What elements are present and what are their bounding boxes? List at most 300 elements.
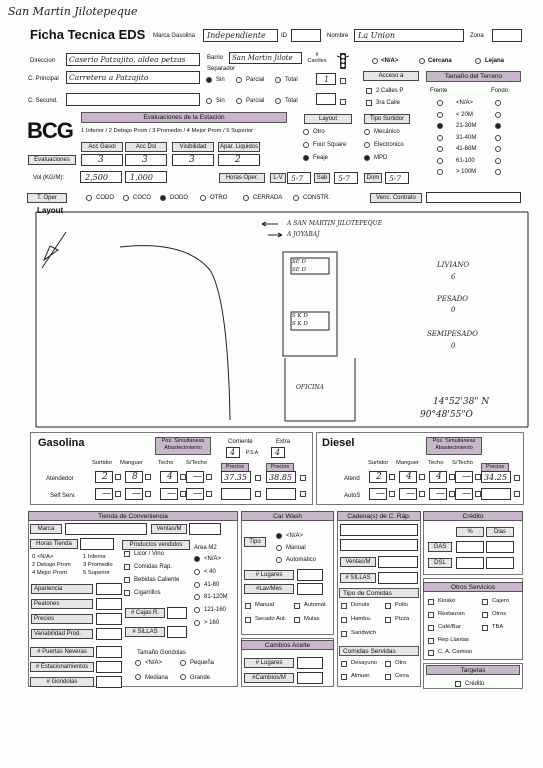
gasolina-title: Gasolina [38,437,85,449]
tienda-scale-1: 1 Inferior [83,554,106,560]
cambios-mes-button[interactable]: #Cambios/M [244,673,294,683]
cambios-lugares-field[interactable] [297,657,323,669]
atendedor-label: Atendedor [46,476,74,482]
servida-almuer-check[interactable] [341,674,347,680]
terreno-size-label-n-a: <N/A> [456,100,474,106]
separador-sin-label-2: Sin [216,98,225,104]
diesel-autos-label: AutoS [344,493,361,499]
puertas-neveras-field[interactable] [96,646,122,658]
targetas-credito-label: Crédito [465,681,485,687]
terreno-size-label-61-100: 61-100 [456,157,475,164]
diesel-pos-sim: Pos. Simultaneas Abastecimiento [426,437,482,455]
diesel-autos_values-value-3: — [462,489,471,499]
carwash-n-a-radio[interactable] [276,533,282,539]
area-160-radio[interactable] [194,620,200,626]
self-serv-label: Self Serv. [50,493,76,499]
vol-diesel-value: 1,000 [130,173,153,182]
otros-caf-bar-check[interactable] [428,625,434,631]
diesel-atend_values-check-0[interactable] [389,474,395,480]
credito-dsl-dias-field[interactable] [486,557,514,569]
area-m2-label: Area M2 [194,545,217,551]
layout-four-square-label: Four Square [313,142,347,148]
producto-bebidas-caliente-check[interactable] [124,577,130,583]
acceso-a-button[interactable]: Acceso a [363,71,419,81]
horas-tienda-button[interactable]: Horas Tienda [30,539,78,549]
diesel-col-surtidor: Surtidor [368,460,389,466]
carwash-check-mulas-label: Mulas [304,616,320,622]
diesel-precio-field[interactable] [481,471,511,483]
vol-label: Vol (KG/M): [33,175,65,181]
corriente-precio-check[interactable] [255,475,261,481]
layout-otro-label: Otro [313,129,325,135]
eval-value-apar-liquidos: 2 [235,155,241,165]
otros-rep-llantas-check[interactable] [428,638,434,644]
diesel-precio-check[interactable] [514,475,520,481]
toper-constr-label: CONSTR. [303,195,330,201]
gasolina-pos-sim: Pos. Simultaneas Abastecimiento [155,437,211,455]
tienda-marca-button[interactable]: Marca [30,524,62,534]
terreno-fondo-label: Fondo [491,88,509,94]
diesel-autos_values-field-0[interactable] [369,488,387,500]
arrow-joyabaj-label: A JOYABAJ [287,231,320,238]
tienda-scale-5: 5 Superior [83,570,110,576]
sab-label: Sab [314,173,330,183]
credito-dsl-pct-field[interactable] [456,557,484,569]
gasolina-self_values-check-0[interactable] [115,491,121,497]
carwash-autom-t-check[interactable] [294,603,300,609]
diesel-atend_values-value-0: 2 [376,472,382,482]
carwash-lavmes-field[interactable] [297,583,323,595]
surtidor-electronico-label: Electronico [374,142,404,148]
dom-label: Dom [364,173,382,183]
producto-licor-vino-check[interactable] [124,551,130,557]
corriente-precio-value: 37.35 [224,473,247,482]
area-121-160-label: 121-160 [204,607,227,614]
gasolina-self_values-value-3: — [193,489,202,499]
tienda-scale-3: 3 Promedio [83,562,113,568]
tienda-sillas-button[interactable]: # SILLAS [125,627,165,637]
comida-donuts-label: Donuts [351,602,370,608]
diesel-autos_values-check-1[interactable] [419,491,425,497]
evaluaciones-scale: 1 Inferior / 2 Debajo Prom / 3 Promedio / 4 Mejor Prom / 5 Superior [81,128,254,134]
productos-vendidos-button[interactable]: Productos vendidos [122,540,190,550]
cambios-mes-field[interactable] [297,672,323,684]
cadena-name-field-2[interactable] [340,539,418,551]
credito-title: Crédito [423,511,523,521]
gasolina-self_values-field-0[interactable] [95,488,113,500]
oficina-label: OFICINA [296,384,324,391]
tamano-gondolas-label: Tamaño Gondolas [137,650,186,656]
producto-cigarrillos-label: Cigarrillos [134,590,161,596]
gasolina-atendedor_values-value-2: 4 [167,472,173,482]
barrio-label: Barrio [207,55,224,61]
carwash-automatico-label: Automatico [286,557,317,563]
coord-n: 14°52'38" N [433,397,490,407]
carwash-check-secado-aut-label: Secado Aut. [255,616,287,622]
gasolina-col-techo: Techo [158,460,174,466]
tienda-scale-0: 0 <N/A> [32,554,54,560]
nombre-value: La Union [358,31,396,40]
credito-dias-label: Dias [486,527,514,537]
servida-almuer-label: Almuer. [351,673,371,679]
gasolina-precios-label-1: Precios [221,463,249,472]
cadena-title: Cadena(s) de C. Ráp. [337,511,421,521]
cajas-button[interactable]: # Cajas R. [125,608,165,618]
pump-island-1-label: SE D [292,259,306,265]
comidas-servidas-title: Comidas Servidas [339,646,419,656]
otros-restauran-check[interactable] [428,612,434,618]
gasolina-precios-label-2: Precios [266,463,294,472]
carwash-check-autom-t-label: Automát. [304,602,328,608]
tres-calle-label: 3ra Calle [376,100,401,106]
gasolina-self_values-field-2[interactable] [160,488,178,500]
otros-restauran-label: Restauran [438,611,465,617]
page-title: Ficha Tecnica EDS [30,27,146,42]
carwash-title: Car Wash [241,511,334,521]
servida-desayuno-label: Desayuno [351,660,378,666]
pump-island-1b-label: SE D [292,267,306,273]
area-160-label: > 160 [204,620,220,626]
pump-island-2-label: S K D [292,313,308,319]
diesel-col-manguer: Manguer [396,460,419,466]
gasolina-col-s-techo: S/Techo [186,460,207,466]
carwash-tipo-button[interactable]: Tipo [244,537,266,547]
extra-precio-value: 38.85 [269,473,292,482]
extra-self-check[interactable] [300,491,306,497]
cadena-name-field-1[interactable] [340,524,418,536]
carwash-manual-label: Manual [286,545,306,551]
gondola-pequena-label: Pequeña [190,660,215,666]
diesel-autos_values-value-1: — [406,489,415,499]
rating-variabilidad-prod-button[interactable]: Variabilidad Prod. [31,629,93,639]
sab-value: 5-7 [338,174,351,183]
gasolina-col-surtidor: Surtidor [92,460,113,466]
terreno-title: Tamaño del Terreno [426,71,521,82]
diesel-autos_values-value-2: — [436,489,445,499]
area-n-a-label: <N/A> [204,556,222,562]
gasolina-self_values-value-1: — [132,489,141,499]
diesel-atend_values-field-2[interactable] [429,471,447,483]
gondola-na-radio[interactable] [135,660,141,666]
extra-label: Extra [276,439,291,445]
area-40-label: < 40 [204,568,216,575]
carwash-automatico-radio[interactable] [276,557,282,563]
semipesado-label: SEMIPESADO [427,330,478,338]
puertas-neveras-button[interactable]: # Puertas Neveras [30,647,94,657]
corriente-self-check[interactable] [255,491,261,497]
otros-kiosko-check[interactable] [428,599,434,605]
servida-cena-check[interactable] [385,674,391,680]
eval-value-acc-dsl: 3 [142,155,148,165]
layout-button[interactable]: Layout [304,114,352,124]
diesel-atend_values-field-3[interactable] [455,471,473,483]
otros-tba-label: TBA [492,624,504,630]
separador-parcial-label-2: Parcial [246,98,265,104]
diesel-precio-value: 34.25 [484,473,507,482]
otros-title: Otros Servicios [423,582,523,592]
comida-sandwich-label: Sandwich [351,630,377,636]
c-principal-value: Carretera a Patzajito [69,73,149,82]
gondolas-button[interactable]: # Gondolas [30,677,94,687]
gondola-mediana-label: Mediana [145,675,169,681]
horas-tienda-field[interactable] [80,538,114,550]
tienda-scale-2: 2 Debajo Prom [32,562,71,568]
diesel-atend_values-value-2: 4 [436,472,442,482]
terreno-size-label-21-30m: 21-30M [456,123,477,129]
toper-cerrada-label: CERRADA [253,195,283,201]
eval-col-apar-liquidos: Apar. Liquidos [219,144,259,150]
diesel-autos_values-value-0: — [376,489,385,499]
c-secund-label: C. Secund. [28,98,58,104]
rating-precios-button[interactable]: Precios [31,614,93,624]
tienda-ventas-field[interactable] [189,523,221,535]
producto-comidas-r-p-label: Comidas Ráp. [134,564,173,570]
producto-comidas-r-p-check[interactable] [124,564,130,570]
lv-value: 5-7 [291,174,304,183]
comida-pizza-check[interactable] [385,617,391,623]
estacionamientos-button[interactable]: # Estacionamientos [30,662,94,672]
extra-pos-value: 4 [275,448,281,457]
servida-otro-label: Otro [395,660,407,666]
nombre-label: Nombre [327,33,349,39]
gasolina-atendedor_values-field-3[interactable] [186,471,204,483]
targetas-title: Targetas [426,665,520,675]
gondola-pequena-radio[interactable] [180,660,186,666]
bcg-logo: BCG [27,118,73,143]
horas-oper-button[interactable]: Horas Oper. [219,173,265,183]
zona-label: Zona [470,33,484,39]
targetas-credito-check[interactable] [455,681,461,687]
evaluaciones-title: Evaluaciones de la Estación [81,112,287,123]
gasolina-atendedor_values-check-0[interactable] [115,474,121,480]
comida-pollo-check[interactable] [385,603,391,609]
direccion-value: Caserio Patzajito, aldea petzas [69,55,186,64]
otros-otros-label: Otros [492,611,507,617]
diesel-autos_values-field-2[interactable] [429,488,447,500]
tienda-scale-4: 4 Mejor Prom [32,570,67,576]
producto-licor-vino-label: Licor / Vino [134,551,164,557]
servida-desayuno-check[interactable] [341,661,347,667]
comida-sandwich-check[interactable] [341,631,347,637]
venc-contrato-button[interactable]: Venc. Contrato [370,193,422,203]
extra-precio-field[interactable] [266,471,296,483]
marca-gasolina-label: Marca Gasolina [153,33,196,39]
toper-otro-label: OTRO [210,195,228,201]
terreno-size-label-20m: < 20M [456,111,473,118]
corriente-pos-field[interactable] [226,447,240,458]
tienda-ventas-button[interactable]: Ventas/M [151,524,187,534]
diesel-atend_values-check-1[interactable] [419,474,425,480]
diesel-atend_values-field-1[interactable] [399,471,417,483]
comida-donuts-check[interactable] [341,603,347,609]
credito-dsl-label: DSL [428,558,452,568]
cambios-title: Cambios Aceite [241,640,334,650]
otros-caf-bar-label: Café/Bar [438,624,461,630]
liviano-value: 6 [451,273,456,281]
tienda-sillas-field[interactable] [167,626,187,638]
tienda-title: Tienda de Conveniencia [28,511,238,521]
separador-label: Separador [207,66,236,72]
rating-apariencia-button[interactable]: Apariencia [31,584,93,594]
terreno-size-label-41-60m: 41-60M [456,146,477,152]
diesel-atend-label: Atend [344,476,360,482]
rating-apariencia-field[interactable] [96,583,122,595]
comida-hambu-check[interactable] [341,617,347,623]
gondola-grande-label: Grande [190,675,211,681]
direccion-label: Direccion [30,58,56,64]
id-label: ID [281,33,287,39]
carriles-label: # Carriles [307,52,327,64]
carwash-mulas-check[interactable] [294,617,300,623]
otros-cajero-check[interactable] [482,599,488,605]
gasolina-atendedor_values-field-2[interactable] [160,471,178,483]
separador-total-label-1: Total [285,77,298,83]
diesel-atend_values-value-1: 4 [406,472,412,482]
rating-precios-field[interactable] [96,613,122,625]
t-oper-button[interactable]: T. Oper [27,193,67,203]
otros-rep-llantas-label: Rep Llantas [438,637,469,643]
gasolina-atendedor_values-value-0: 2 [102,472,108,482]
evaluaciones-row-label: Evaluaciones [28,155,76,165]
carwash-n-a-label: <N/A> [286,533,304,539]
c-principal-label: C. Principal [28,76,59,82]
comida-pollo-label: Pollo [395,602,408,608]
dos-calles-label: 2 Calles P [376,88,404,94]
servida-otro-check[interactable] [385,661,391,667]
area-81-120m-label: 81-120M [204,594,228,601]
tienda-marca-field[interactable] [65,523,147,535]
tipo-comidas-title: Tipo de Comidas [339,588,419,598]
diesel-autos_values-check-0[interactable] [389,491,395,497]
extra-precio-check[interactable] [300,475,306,481]
layout-feaje-label: Feaje [313,155,329,161]
gasolina-col-manguer: Manguer [120,460,143,466]
eval-col-acc-dsl: Acc Dsl [125,142,167,152]
carwash-lugares-field[interactable] [297,569,323,581]
surtidor-mpd-label: MPD [374,155,388,161]
cercana-label: Cercana [428,58,452,64]
tipo-surtidor-button[interactable]: Tipo Surtidor [364,114,410,124]
cajas-field[interactable] [167,607,187,619]
area-41-80-radio[interactable] [194,582,200,588]
separador-total-label-2: Total [285,98,298,104]
credito-gas-dias-field[interactable] [486,541,514,553]
comida-pizza-label: Pizza [395,616,410,622]
carwash-secado-aut-check[interactable] [245,617,251,623]
cadena-sillas-button[interactable]: # SILLAS [340,573,376,583]
estacionamientos-field[interactable] [96,661,122,673]
cadena-sillas-field[interactable] [378,572,418,584]
diesel-precios-label: Precios [481,463,509,472]
vol-gasolina-value: 2,500 [85,173,108,182]
barrio-value: San Martin Jilote [232,54,293,62]
corriente-self-field[interactable] [221,488,251,500]
producto-cigarrillos-check[interactable] [124,590,130,596]
toper-codo-label: CODO [96,195,114,201]
cadena-panel [337,511,421,687]
cambios-lugares-button[interactable]: # Lugares [244,658,294,668]
corriente-precio-field[interactable] [221,471,251,483]
diesel-autos_values-field-1[interactable] [399,488,417,500]
carwash-manual-radio[interactable] [276,545,282,551]
extra-self-field[interactable] [266,488,296,500]
area-40-radio[interactable] [194,569,200,575]
credito-gas-pct-field[interactable] [456,541,484,553]
coord-o: 90°48'55"O [420,410,473,420]
marca-gasolina-value: Independiente [207,31,266,40]
handwritten-header: San Martin Jilotepeque [8,5,138,18]
gasolina-self_values-field-3[interactable] [186,488,204,500]
separador-sin-label-1: Sin [216,77,225,83]
servida-cena-label: Cena [395,673,409,679]
gasolina-self_values-check-3[interactable] [206,491,212,497]
corriente-label: Corriente [228,439,253,445]
carwash-check-manual-label: Manual [255,602,275,608]
carwash-manual-check[interactable] [245,603,251,609]
otros-c-a-camion-check[interactable] [428,650,434,656]
gasolina-atendedor_values-value-3: — [193,472,202,482]
semipesado-value: 0 [451,342,456,350]
rating-variabilidad-prod-field[interactable] [96,628,122,640]
credito-gas-label: GAS [428,542,452,552]
gasolina-atendedor_values-value-1: 8 [132,472,138,482]
otros-tba-check[interactable] [482,625,488,631]
otros-cajero-label: Cajero [492,598,510,604]
diesel-col-s-techo: S/Techo [452,460,473,466]
area-n-a-radio[interactable] [194,556,200,562]
diesel-autos_values-field-3[interactable] [455,488,473,500]
eval-col-visibilidad: Visibilidad [172,142,214,152]
gasolina-atendedor_values-field-1[interactable] [125,471,143,483]
arrow-san-martin-label: A SAN MARTIN JILOTEPEQUE [287,220,383,227]
eval-col-acc-gasol: Acc Gasol [81,142,123,152]
toper-coco-label: COCO [133,195,151,201]
area-41-80-label: 41-80 [204,581,220,588]
gasolina-self_values-check-1[interactable] [145,491,151,497]
surtidor-mec-nico-label: Mecánico [374,129,400,135]
diesel-self-check[interactable] [514,491,520,497]
rating-peatones-button[interactable]: Peatones [31,599,93,609]
diesel-self-field[interactable] [481,488,511,500]
producto-bebidas-caliente-label: Bebidas Caliente [134,577,180,583]
gasolina-atendedor_values-check-1[interactable] [145,474,151,480]
carriles-value: 1 [324,75,330,84]
gondolas-field[interactable] [96,676,122,688]
gondola-grande-radio[interactable] [180,674,186,680]
gasolina-self_values-value-0: — [102,489,111,499]
comida-hambu-label: Hambu. [351,616,372,622]
gasolina-atendedor_values-check-3[interactable] [206,474,212,480]
cadena-ventas-field[interactable] [378,556,418,568]
rating-peatones-field[interactable] [96,598,122,610]
otros-otros-check[interactable] [482,612,488,618]
gasolina-atendedor_values-field-0[interactable] [95,471,113,483]
cadena-ventas-button[interactable]: Ventas/M [340,557,376,567]
carwash-lugares-button[interactable]: # Lugares [244,570,294,580]
gasolina-self_values-field-1[interactable] [125,488,143,500]
gondola-na-label: <N/A> [145,660,163,666]
diesel-atend_values-field-0[interactable] [369,471,387,483]
diesel-col-techo: Techo [428,460,444,466]
otros-c-a-camion-label: C. A. Camion [438,649,473,655]
carwash-lavmes-button[interactable]: #Lav/Mes [244,584,294,594]
extra-pos-field[interactable] [271,447,285,458]
eval-value-visibilidad: 3 [189,155,195,165]
lv-label: L-V [270,173,286,183]
pump-island-2b-label: S K D [292,321,308,327]
gondola-mediana-radio[interactable] [135,674,141,680]
pesado-value: 0 [451,306,456,314]
